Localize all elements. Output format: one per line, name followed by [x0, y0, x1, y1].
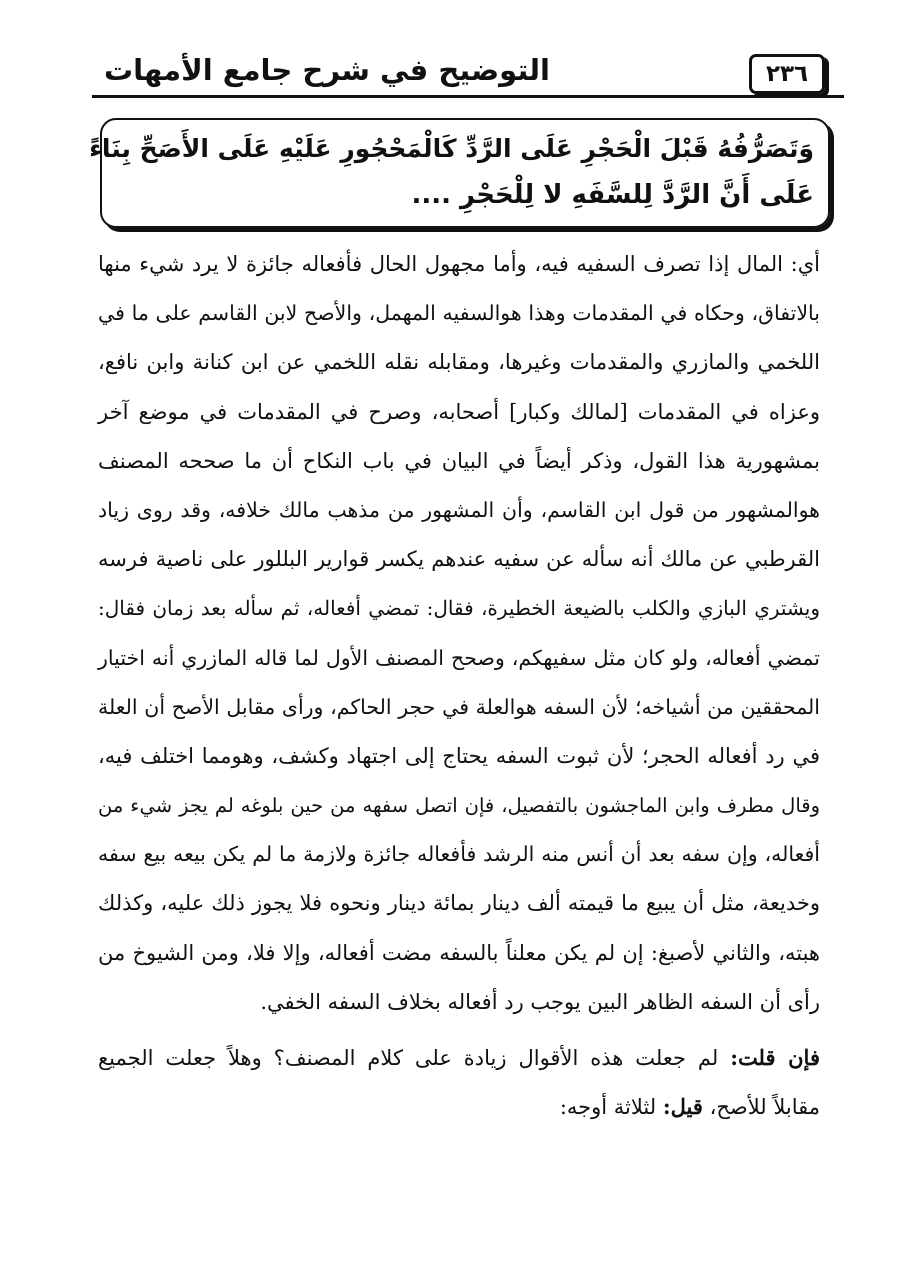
body-line: في رد أفعاله الحجر؛ لأن ثبوت السفه يحتاج إلى اجتهاد وكشف، وهومما اختلف فيه،: [98, 743, 820, 768]
question-line: [98, 1033, 820, 1082]
question-label: فإن قلت:: [730, 1045, 820, 1070]
header-rule: [92, 95, 844, 98]
answer-label: قيل:: [662, 1094, 703, 1120]
body-line: وخديعة، مثل أن يبيع ما قيمته ألف دينار بمائة دينار ونحوه فلا يجوز ذلك عليه، وكذلك: [98, 891, 820, 916]
body-line: رأى أن السفه الظاهر البين يوجب رد أفعاله بخلاف السفه الخفي.: [260, 989, 820, 1014]
answer-prefix: مقابلاً للأصح،: [709, 1095, 820, 1120]
commentary-text: [98, 240, 820, 1131]
answer-line: [98, 1082, 820, 1131]
body-line: أفعاله، وإن سفه بعد أن أنس منه الرشد فأفعاله جائزة ولازمة ما لم يكن بيعه بيع سفه: [98, 842, 820, 867]
body-line: وعزاه في المقدمات [لمالك وكبار] أصحابه، وصرح في المقدمات في موضع آخر: [98, 399, 820, 424]
body-line: تمضي أفعاله، ولو كان مثل سفيهكم، وصحح المصنف الأول لما قاله المازري أنه اختيار: [98, 645, 820, 670]
question-text: لم جعلت هذه الأقوال زيادة على كلام المصنف؟ وهلاً جعلت الجميع: [98, 1046, 719, 1070]
matn-line-1: وَتَصَرُّفُهُ قَبْلَ الْحَجْرِ عَلَى الرَّدِّ كَالْمَحْجُورِ عَلَيْهِ عَلَى الأَصَحِّ بِنَاءً: [89, 134, 814, 163]
body-line: وقال مطرف وابن الماجشون بالتفصيل، فإن اتصل سفهه من حين بلوغه لم يجز شيء من: [98, 794, 820, 818]
page-header: [86, 48, 844, 100]
body-line: أي: المال إذا تصرف السفيه فيه، وأما مجهول الحال فأفعاله جائزة لا يرد شيء منها: [98, 252, 820, 276]
matn-line-2: عَلَى أَنَّ الرَّدَّ لِلسَّفَهِ لا لِلْحَجْرِ ....: [411, 180, 814, 210]
body-line: ويشتري البازي والكلب بالضيعة الخطيرة، فقال: تمضي أفعاله، ثم سأله بعد زمان فقال:: [98, 596, 820, 621]
body-line: بمشهورية هذا القول، وذكر أيضاً في البيان في باب النكاح أن ما صححه المصنف: [98, 448, 820, 473]
body-line: المحققين من أشياخه؛ لأن السفه هوالعلة في حجر الحاكم، ورأى مقابل الأصح أن العلة: [98, 694, 820, 719]
body-line: هبته، والثاني لأصبغ: إن لم يكن معلناً بالسفه مضت أفعاله، وإلا فلا، ومن الشيوخ من: [98, 940, 820, 965]
page-number: ٢٣٦: [749, 54, 825, 94]
body-line: بالاتفاق، وحكاه في المقدمات وهذا هوالسفيه المهمل، والأصح لابن القاسم على ما في: [98, 301, 820, 326]
body-line: هوالمشهور من قول ابن القاسم، وأن المشهور من مذهب مالك خلافه، وقد روى زياد: [98, 497, 820, 522]
answer-text: لثلاثة أوجه:: [559, 1095, 657, 1120]
body-line: القرطبي عن مالك أنه سأله عن سفيه عندهم يكسر قوارير البللور على ناصية فرسه: [98, 547, 820, 572]
body-line: اللخمي والمازري والمقدمات وغيرها، ومقابله نقله اللخمي عن ابن كنانة وابن نافع،: [98, 350, 820, 375]
matn-box: [89, 118, 830, 228]
running-title: التوضيح في شرح جامع الأمهات: [104, 53, 551, 87]
